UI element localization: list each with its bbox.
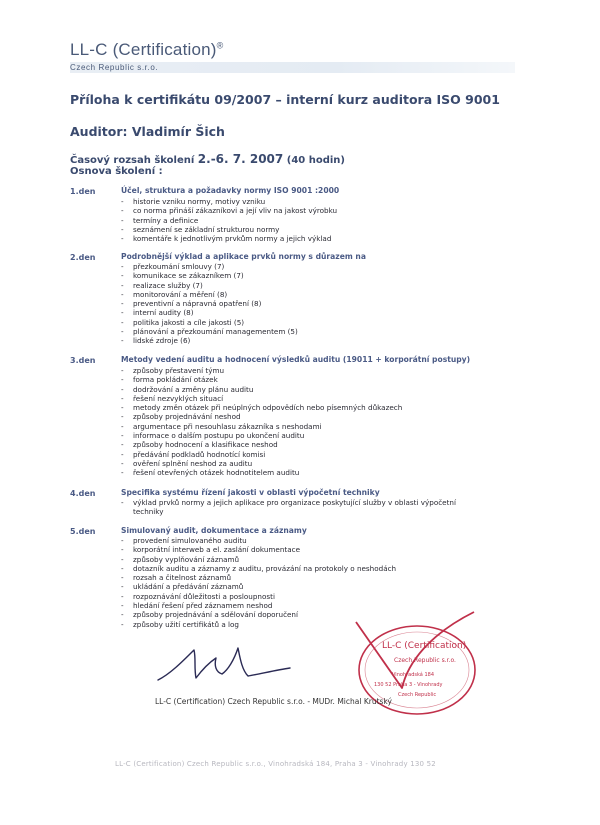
stamp-line-3: Vinohradská 184 (392, 672, 434, 678)
registered-mark: ® (216, 40, 224, 51)
day-label: 5.den (70, 527, 96, 536)
list-item: - komentáře k jednotlivým prvkům normy a jejich výklad (121, 234, 332, 244)
list-item: techniky (133, 507, 164, 517)
signatory-line: LL-C (Certification) Czech Republic s.r.o. - MUDr. Michal Krutský (155, 697, 392, 706)
list-item: - způsoby projednávání neshod (121, 412, 241, 422)
stamp-line-4: 130 52 Praha 3 - Vinohrady (374, 682, 443, 688)
list-item: - rozsah a čitelnost záznamů (121, 573, 232, 583)
list-item: - dodržování a změny plánu auditu (121, 384, 254, 394)
section-title: Účel, struktura a požadavky normy ISO 9001 :2000 (121, 186, 340, 195)
list-item: - preventivní a nápravná opatření (8) (121, 299, 262, 309)
day-label: 4.den (70, 489, 96, 498)
section-items (121, 498, 456, 517)
list-item: - informace o dalším postupu po ukončení auditu (121, 431, 305, 441)
list-item: - dotazník auditu a záznamy z auditu, provázání na protokoly o neshodách (121, 563, 397, 573)
list-item: - realizace služby (7) (121, 280, 203, 290)
day-label: 3.den (70, 356, 96, 365)
stamp-line-1: LL-C (Certification) (382, 641, 467, 651)
list-item: - způsoby přestavení týmu (121, 366, 225, 375)
list-item: - plánování a přezkoumání managementem (5) (121, 327, 298, 337)
list-item: - předávání podkladů hodnotící komisi (121, 449, 266, 459)
list-item: - ověření splnění neshod za auditu (121, 458, 253, 468)
company-logo (70, 40, 224, 72)
logo-main-text: LL-C (Certification) (70, 40, 217, 59)
section-title: Podrobnější výklad a aplikace prvků normy s důrazem na (121, 252, 366, 261)
section-title: Simulovaný audit, dokumentace a záznamy (121, 526, 307, 535)
list-item: - seznámení se základní strukturou normy (121, 224, 280, 234)
list-item: - interní audity (8) (121, 308, 194, 318)
list-item: - komunikace se zákazníkem (7) (121, 271, 244, 281)
stamp-line-5: Czech Republic (398, 692, 437, 698)
list-item: - přezkoumání smlouvy (7) (121, 262, 225, 271)
list-item: - forma pokládání otázek (121, 375, 218, 385)
list-item: - ukládání a předávání záznamů (121, 582, 244, 592)
handwritten-signature (150, 640, 300, 690)
list-item: - politika jakosti a cíle jakosti (5) (121, 317, 245, 327)
logo-subtitle: Czech Republic s.r.o. (70, 63, 159, 72)
list-item: - termíny a definice (121, 215, 199, 225)
list-item: - historie vzniku normy, motivy vzniku (121, 197, 266, 206)
auditor-name: Auditor: Vladimír Šich (70, 124, 225, 139)
list-item: - řešení otevřených otázek hodnotitelem auditu (121, 468, 300, 478)
list-item: - způsoby hodnocení a klasifikace neshod (121, 440, 278, 450)
list-item: - provedení simulovaného auditu (121, 536, 247, 545)
list-item: - řešení nezvyklých situací (121, 393, 224, 403)
range-dates: 2.-6. 7. 2007 (197, 152, 284, 166)
list-item: - metody změn otázek při neúplných odpovědích nebo písemných důkazech (121, 403, 403, 413)
outline-label: Osnova školení : (70, 166, 163, 177)
list-item: - argumentace při nesouhlasu zákazníka s neshodami (121, 421, 322, 431)
section-title: Metody vedení auditu a hodnocení výsledků auditu (19011 + korporátní postupy) (121, 355, 471, 364)
list-item: - způsoby projednávání a sdělování doporučení (121, 610, 298, 620)
section-items (121, 366, 402, 478)
day-label: 1.den (70, 187, 96, 196)
section-items (121, 262, 298, 346)
list-item: - monitorování a měření (8) (121, 289, 228, 299)
list-item: - výklad prvků normy a jejich aplikace pro organizace poskytující služby v oblasti výpočetní (121, 498, 456, 507)
section-title: Specifika systému řízení jakosti v oblasti výpočetní techniky (121, 488, 380, 497)
list-item: - korporátní interweb a el. zaslání dokumentace (121, 545, 300, 555)
training-range (70, 152, 345, 166)
list-item: - rozpoznávání důležitosti a posloupnosti (121, 591, 275, 601)
list-item: - způsoby vyplňování záznamů (121, 554, 240, 564)
range-label: Časový rozsah školení (70, 155, 195, 166)
list-item: - způsoby užití certifikátů a log (121, 619, 239, 629)
stamp-line-2: Czech Republic s.r.o. (394, 657, 456, 664)
range-hours: (40 hodin) (286, 155, 345, 166)
list-item: - lidské zdroje (6) (121, 336, 191, 346)
day-label: 2.den (70, 253, 96, 262)
document-title: Příloha k certifikátu 09/2007 – interní kurz auditora ISO 9001 (70, 92, 500, 107)
list-item: - co norma přináší zákazníkovi a její vliv na jakost výrobku (121, 206, 338, 216)
section-items (121, 197, 337, 243)
list-item: - hledání řešení před záznamem neshod (121, 601, 273, 611)
company-address: LL-C (Certification) Czech Republic s.r.o., Vinohradská 184, Praha 3 - Vinohrady 130 52 (115, 760, 436, 768)
